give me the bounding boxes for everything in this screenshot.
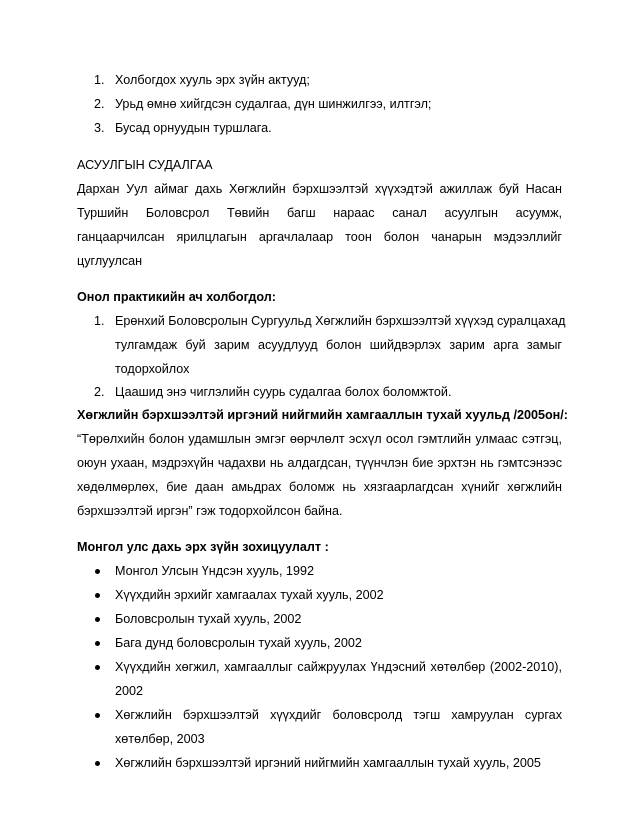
list-item-marker: 1. <box>94 73 105 87</box>
bullet-item-line: Хүүхдийн хөгжил, хамгааллыг сайжруулах Үндэсний хөтөлбөр (2002-2010), <box>115 660 562 674</box>
list-item-line: Ерөнхий Боловсролын Сургуульд Хөгжлийн бэрхшээлтэй хүүхэд суралцахад <box>115 314 566 328</box>
list-item-line: тодорхойлох <box>115 362 190 376</box>
bullet-icon <box>95 665 100 670</box>
bullet-item-line: Монгол Улсын Үндсэн хууль, 1992 <box>115 564 314 578</box>
bullet-icon <box>95 641 100 646</box>
paragraph-line: Туршийн Боловсрол Төвийн багш нараас санал асуулгын асуумж, <box>77 206 562 220</box>
paragraph-line: Дархан Уул аймаг дахь Хөгжлийн бэрхшээлтэй хүүхэдтэй ажиллаж буй Насан <box>77 182 562 196</box>
bullet-item-line: Хөгжлийн бэрхшээлтэй иргэний нийгмийн хамгааллын тухай хууль, 2005 <box>115 756 541 770</box>
paragraph-line: ганцаарчилсан ярилцлагын аргачлалаар тоон болон чанарын мэдээллийг <box>77 230 562 244</box>
list-item-line: тулгамдаж буй зарим асуудлууд болон шийдвэрлэх зарим арга замыг <box>115 338 562 352</box>
bullet-icon <box>95 713 100 718</box>
list-item-marker: 2. <box>94 385 105 399</box>
list-item: Бусад орнуудын туршлага. <box>115 121 272 135</box>
paragraph-line: цуглуулсан <box>77 254 143 268</box>
list-item-line: Цаашид энэ чиглэлийн суурь судалгаа болох боломжтой. <box>115 385 452 399</box>
bullet-item-line: Бага дунд боловсролын тухай хууль, 2002 <box>115 636 362 650</box>
bullet-item-line: Хүүхдийн эрхийг хамгаалах тухай хууль, 2002 <box>115 588 384 602</box>
paragraph-line: “Төрөлхийн болон удамшлын эмгэг өөрчлөлт эсхүл осол гэмтлийн улмаас сэтгэц, <box>77 432 562 446</box>
section-heading: Хөгжлийн бэрхшээлтэй иргэний нийгмийн хамгааллын тухай хуульд /2005он/: <box>77 408 568 422</box>
list-item-marker: 1. <box>94 314 105 328</box>
list-item-marker: 3. <box>94 121 105 135</box>
paragraph-line: бэрхшээлтэй иргэн” гэж тодорхойлсон байна. <box>77 504 343 518</box>
list-item: Урьд өмнө хийгдсэн судалгаа, дүн шинжилгээ, илтгэл; <box>115 97 432 111</box>
bullet-item-line: 2002 <box>115 684 144 698</box>
paragraph-line: хөдөлмөрлөх, бие даан амьдрах боломж нь хязгаарлагдсан хүнийг хөгжлийн <box>77 480 562 494</box>
section-heading: АСУУЛГЫН СУДАЛГАА <box>77 158 213 172</box>
bullet-icon <box>95 569 100 574</box>
bullet-icon <box>95 617 100 622</box>
bullet-icon <box>95 593 100 598</box>
bullet-item-line: Хөгжлийн бэрхшээлтэй хүүхдийг боловсролд тэгш хамруулан сургах <box>115 708 562 722</box>
bullet-item-line: хөтөлбөр, 2003 <box>115 732 205 746</box>
list-item-marker: 2. <box>94 97 105 111</box>
bullet-icon <box>95 761 100 766</box>
section-heading: Монгол улс дахь эрх зүйн зохицуулалт : <box>77 540 329 554</box>
paragraph-line: оюун ухаан, мэдрэхүйн чадахви нь алдагдсан, түүнчлэн бие эрхтэн нь гэмтсэнээс <box>77 456 562 470</box>
bullet-item-line: Боловсролын тухай хууль, 2002 <box>115 612 302 626</box>
section-heading: Онол практикийн ач холбогдол: <box>77 290 276 304</box>
list-item: Холбогдох хууль эрх зүйн актууд; <box>115 73 310 87</box>
